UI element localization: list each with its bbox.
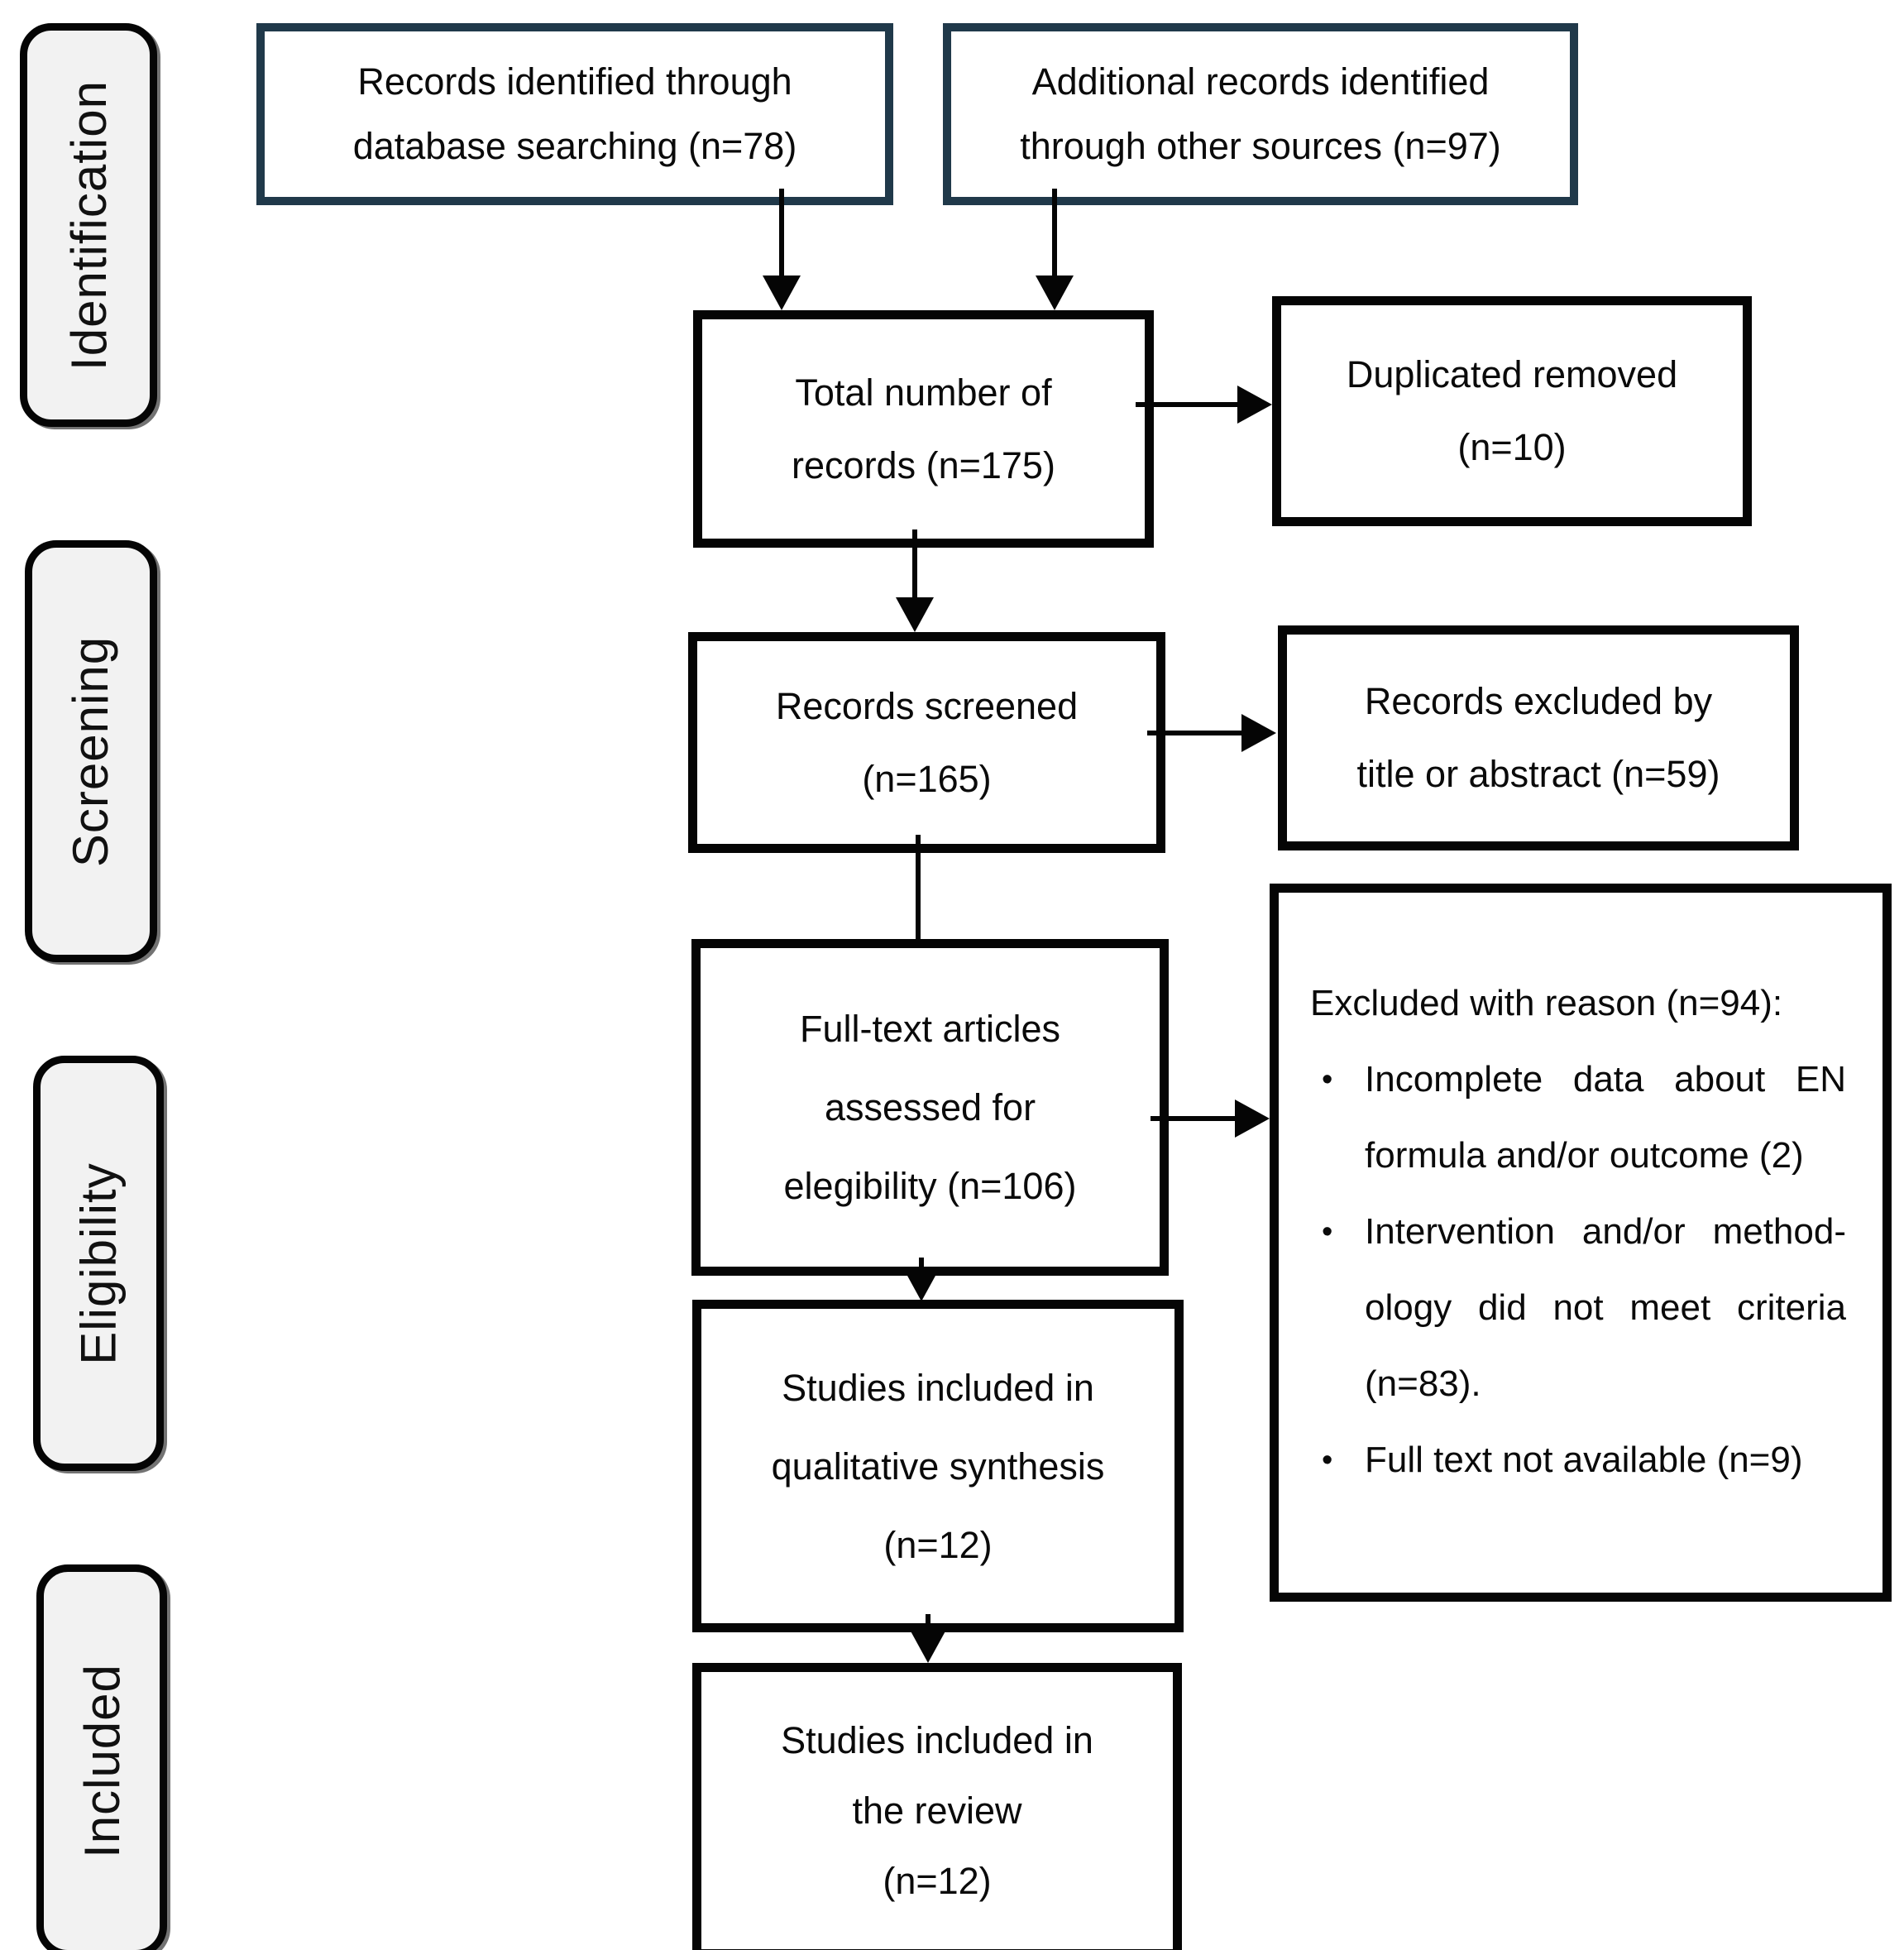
box-records-excluded-line2: title or abstract (n=59) bbox=[1356, 753, 1720, 795]
box-qualitative-line2: qualitative synthesis bbox=[771, 1445, 1105, 1488]
box-records-database-line1: Records identified through bbox=[357, 60, 792, 103]
box-fulltext-assessed-line2: assessed for bbox=[824, 1086, 1036, 1128]
excluded-reason-1-text bbox=[1365, 1042, 1846, 1194]
box-records-screened-line2: (n=165) bbox=[862, 757, 992, 800]
excluded-reason-2-text bbox=[1365, 1194, 1846, 1422]
box-qualitative-line3: (n=12) bbox=[883, 1523, 993, 1566]
box-qualitative-line1: Studies included in bbox=[782, 1366, 1094, 1409]
stage-eligibility bbox=[33, 1056, 164, 1471]
box-records-other-line1: Additional records identified bbox=[1031, 60, 1490, 103]
arrowhead-fulltext-to-reasons-icon bbox=[1235, 1100, 1270, 1138]
excluded-reason-3-text bbox=[1365, 1422, 1846, 1498]
stage-identification-label: Identification bbox=[60, 79, 117, 371]
excluded-reason-2-line3: (n=83). bbox=[1365, 1363, 1481, 1404]
connector-total-to-screened-line bbox=[912, 529, 917, 599]
excluded-reason-item bbox=[1310, 1194, 1846, 1422]
connector-screened-to-excluded-line bbox=[1147, 731, 1243, 735]
box-records-excluded-line1: Records excluded by bbox=[1364, 680, 1713, 722]
box-records-database-line2: database searching (n=78) bbox=[352, 125, 797, 167]
arrowhead-db-to-total-icon bbox=[763, 275, 801, 310]
excluded-reasons-heading: Excluded with reason (n=94): bbox=[1310, 983, 1783, 1023]
box-records-screened bbox=[688, 632, 1165, 853]
connector-db-to-total-line bbox=[779, 189, 784, 278]
arrowhead-other-to-total-icon bbox=[1036, 275, 1074, 310]
bullet-icon: • bbox=[1322, 1215, 1333, 1249]
excluded-reason-1-line1: Incomplete data about EN bbox=[1365, 1059, 1846, 1100]
box-duplicates-removed-line1: Duplicated removed bbox=[1346, 353, 1678, 395]
excluded-reason-item bbox=[1310, 1422, 1846, 1498]
box-fulltext-assessed bbox=[691, 939, 1169, 1276]
box-total-records-line1: Total number of bbox=[795, 371, 1052, 414]
bullet-icon: • bbox=[1322, 1443, 1333, 1478]
box-included-review-line1: Studies included in bbox=[781, 1719, 1093, 1761]
arrowhead-fulltext-to-qualitative-icon bbox=[902, 1267, 940, 1301]
stage-included bbox=[36, 1564, 167, 1950]
arrowhead-total-to-duplicates-icon bbox=[1237, 386, 1272, 424]
stage-identification bbox=[20, 23, 157, 427]
box-excluded-reasons bbox=[1270, 884, 1892, 1602]
excluded-reason-item bbox=[1310, 1042, 1846, 1194]
box-fulltext-assessed-line1: Full-text articles bbox=[799, 1008, 1061, 1050]
arrowhead-qualitative-to-review-icon bbox=[909, 1628, 947, 1663]
box-records-screened-line1: Records screened bbox=[775, 684, 1079, 727]
connector-total-to-duplicates-line bbox=[1136, 402, 1239, 407]
arrowhead-total-to-screened-icon bbox=[896, 597, 934, 632]
stage-screening-label: Screening bbox=[63, 635, 119, 867]
box-total-records-line2: records (n=175) bbox=[792, 443, 1055, 486]
box-total-records bbox=[693, 310, 1154, 548]
box-included-review bbox=[692, 1663, 1182, 1950]
excluded-reason-3-line1: Full text not available (n=9) bbox=[1365, 1440, 1803, 1480]
excluded-reason-2-line2: ology did not meet criteria bbox=[1365, 1287, 1846, 1328]
box-records-excluded bbox=[1278, 625, 1799, 850]
excluded-reasons-list bbox=[1310, 1042, 1846, 1498]
box-qualitative-synthesis bbox=[692, 1300, 1184, 1632]
box-records-other-sources bbox=[943, 23, 1578, 205]
stage-eligibility-label: Eligibility bbox=[70, 1162, 127, 1365]
box-included-review-line3: (n=12) bbox=[883, 1860, 992, 1902]
connector-screened-to-fulltext-line bbox=[916, 835, 921, 942]
stage-screening bbox=[25, 540, 157, 962]
stage-included-label: Included bbox=[74, 1664, 130, 1858]
box-records-other-line2: through other sources (n=97) bbox=[1020, 125, 1501, 167]
box-included-review-line2: the review bbox=[852, 1789, 1022, 1832]
bullet-icon: • bbox=[1322, 1062, 1333, 1097]
box-fulltext-assessed-line3: elegibility (n=106) bbox=[783, 1165, 1077, 1207]
excluded-reason-1-line2: formula and/or outcome (2) bbox=[1365, 1135, 1804, 1176]
box-duplicates-removed bbox=[1272, 296, 1752, 526]
excluded-reason-2-line1: Intervention and/or method- bbox=[1365, 1211, 1846, 1252]
arrowhead-screened-to-excluded-icon bbox=[1241, 714, 1276, 752]
connector-other-to-total-line bbox=[1052, 189, 1057, 278]
connector-fulltext-to-reasons-line bbox=[1151, 1116, 1237, 1121]
box-duplicates-removed-line2: (n=10) bbox=[1457, 426, 1567, 468]
box-records-database bbox=[256, 23, 893, 205]
